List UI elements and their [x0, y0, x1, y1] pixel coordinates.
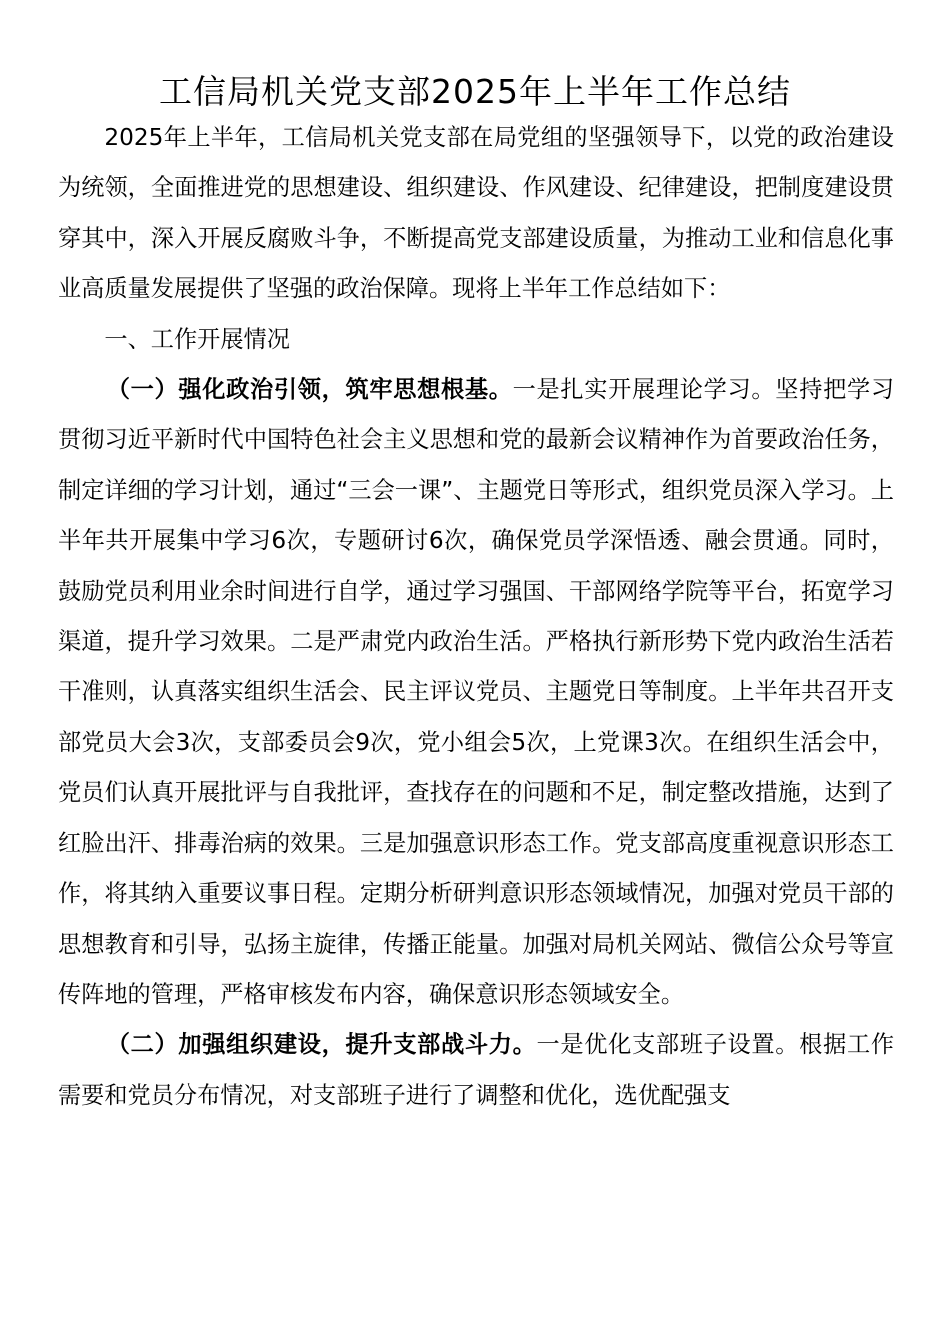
intro-paragraph: 2025年上半年，工信局机关党支部在局党组的坚强领导下，以党的政治建设为统领，全面推进党的思想建设、组织建设、作风建设、纪律建设，把制度建设贯穿其中，深入开展反腐败斗争，不断提高党支部建设质量，为推动工业和信息化事业高质量发展提供了坚强的政治保障。现将上半年工作总结如下： — [58, 124, 894, 303]
subheading-part1: （一）强化政治引领，筑牢思想根基。 — [106, 376, 513, 404]
document-body — [58, 113, 894, 1121]
subheading-part2: （二）加强组织建设，提升支部战斗力。 — [106, 1031, 537, 1059]
part1-text: 一是扎实开展理论学习。坚持把学习贯彻习近平新时代中国特色社会主义思想和党的最新会议精神作为首要政治任务，制定详细的学习计划，通过“三会一课”、主题党日等形式，组织党员深入学习。上半年共开展集中学习6次，专题研讨6次，确保党员学深悟透、融会贯通。同时，鼓励党员利用业余时间进行自学，通过学习强国、干部网络学院等平台，拓宽学习渠道，提升学习效果。二是严肃党内政治生活。严格执行新形势下党内政治生活若干准则，认真落实组织生活会、民主评议党员、主题党日等制度。上半年共召开支部党员大会3次，支部委员会9次，党小组会5次，上党课3次。在组织生活会中，党员们认真开展批评与自我批评，查找存在的问题和不足，制定整改措施，达到了红脸出汗、排毒治病的效果。三是加强意识形态工作。党支部高度重视意识形态工作，将其纳入重要议事日程。定期分析研判意识形态领域情况，加强对党员干部的思想教育和引导，弘扬主旋律，传播正能量。加强对局机关网站、微信公众号等宣传阵地的管理，严格审核发布内容，确保意识形态领域安全。 — [58, 376, 895, 1008]
paragraph-part2 — [58, 1020, 894, 1121]
paragraph-part1 — [58, 365, 894, 1020]
section-heading: 一、工作开展情况 — [104, 325, 290, 353]
document-title: 工信局机关党支部2025年上半年工作总结 — [159, 72, 791, 111]
part2-text: 一是优化支部班子设置。根据工作需要和党员分布情况，对支部班子进行了调整和优化，选优配强支 — [58, 1031, 895, 1109]
